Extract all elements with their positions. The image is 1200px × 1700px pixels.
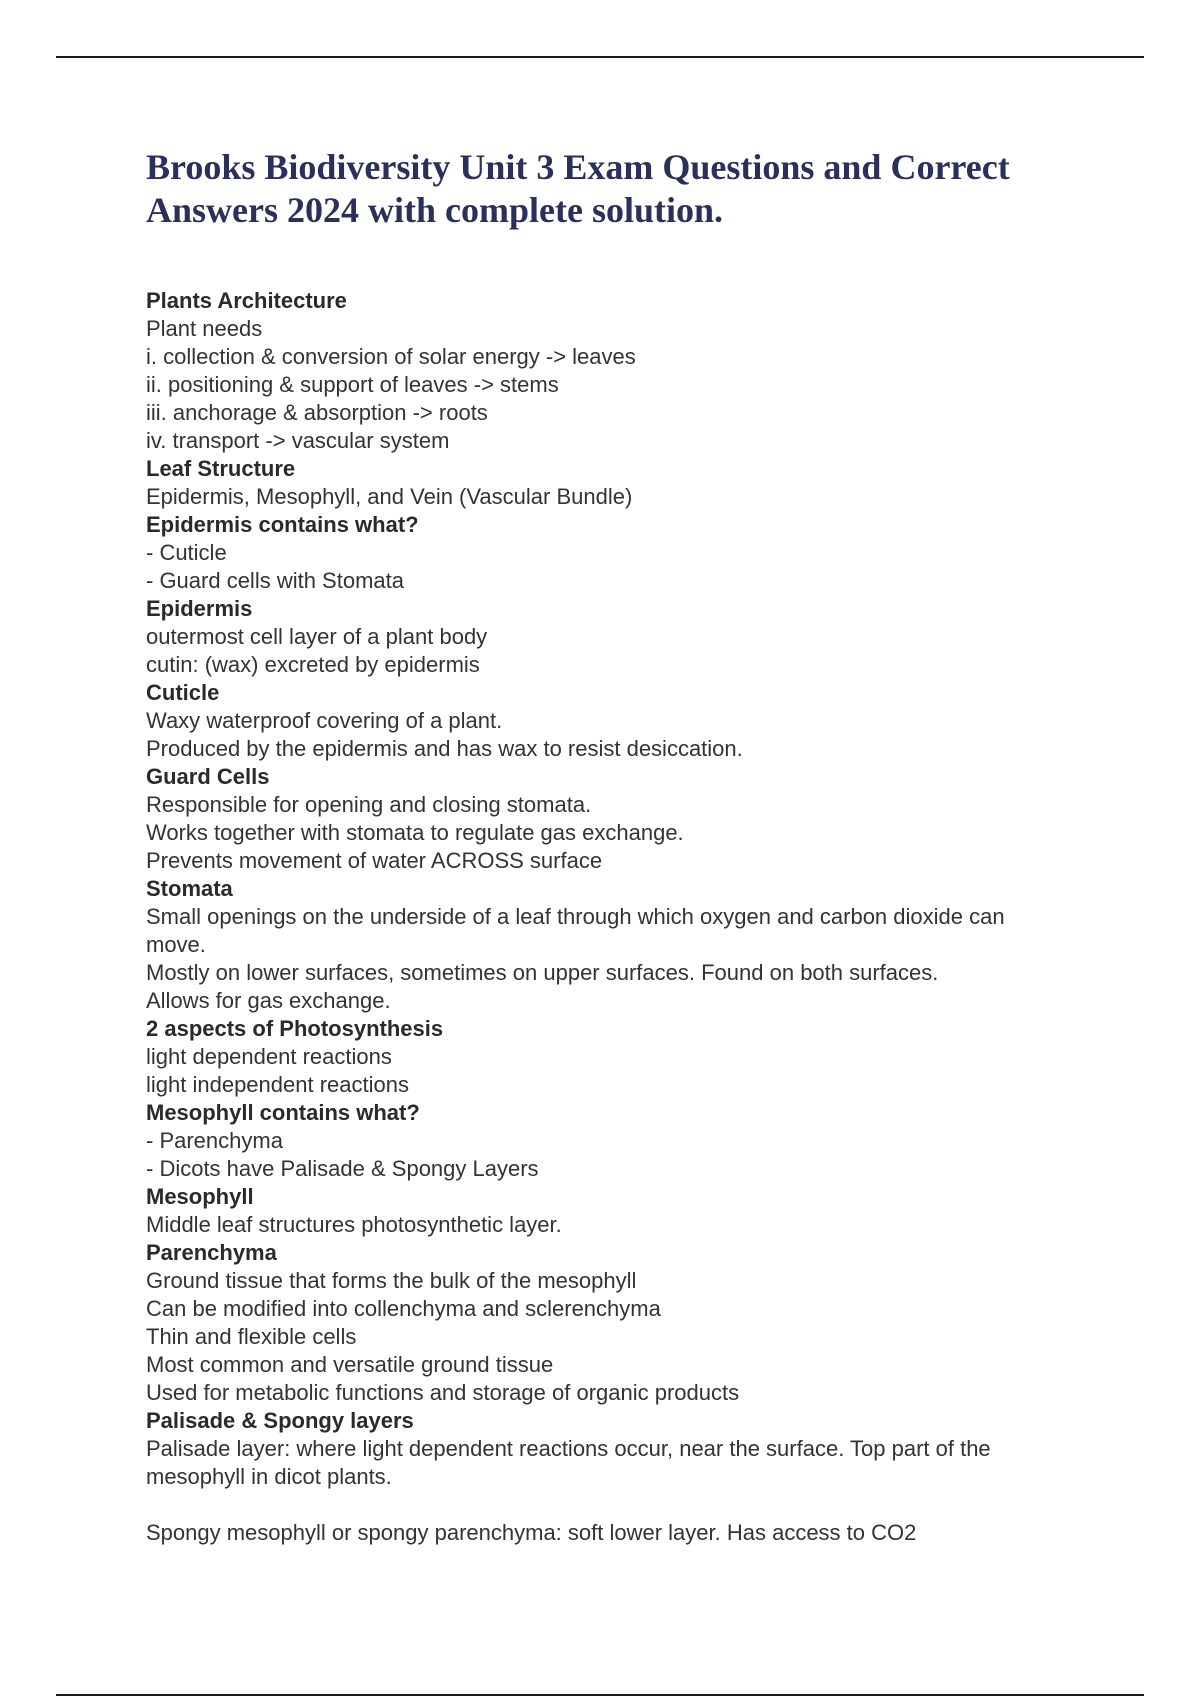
answer-text: - Cuticle - Guard cells with Stomata: [146, 540, 404, 593]
question-term: 2 aspects of Photosynthesis: [146, 1016, 444, 1041]
qa-entry-guard-cells: [146, 763, 1066, 875]
qa-entry-parenchyma: [146, 1239, 1066, 1407]
question-term: Guard Cells: [146, 764, 270, 789]
qa-entry-palisade-spongy: [146, 1407, 1066, 1547]
qa-entry-epidermis-contains: [146, 511, 1066, 595]
answer-text: Responsible for opening and closing stomata. Works together with stomata to regulate gas exchange. Prevents movement of water ACROSS surface: [146, 792, 684, 873]
qa-entry-photosynthesis-aspects: [146, 1015, 1066, 1099]
question-term: Epidermis: [146, 596, 253, 621]
qa-entry-leaf-structure: [146, 455, 1066, 511]
answer-text: Middle leaf structures photosynthetic layer.: [146, 1212, 562, 1237]
question-term: Parenchyma: [146, 1240, 277, 1265]
qa-entry-cuticle: [146, 679, 1066, 763]
answer-text: - Parenchyma - Dicots have Palisade & Spongy Layers: [146, 1128, 539, 1181]
qa-entry-stomata: [146, 875, 1066, 1015]
bottom-rule: [56, 1694, 1144, 1696]
question-term: Palisade & Spongy layers: [146, 1408, 414, 1433]
question-term: Plants Architecture: [146, 288, 347, 313]
document-title: Brooks Biodiversity Unit 3 Exam Questions and Correct Answers 2024 with complete solution.: [146, 147, 1010, 230]
qa-entry-epidermis: [146, 595, 1066, 679]
answer-text: outermost cell layer of a plant body cutin: (wax) excreted by epidermis: [146, 624, 488, 677]
question-term: Stomata: [146, 876, 233, 901]
question-term: Leaf Structure: [146, 456, 296, 481]
answer-text: Ground tissue that forms the bulk of the mesophyll Can be modified into collenchyma and sclerenchyma Thin and flexible cells Most common and versatile ground tissue Used for metabolic functions and storage of organic products: [146, 1268, 740, 1405]
question-term: Cuticle: [146, 680, 220, 705]
answer-text: Palisade layer: where light dependent reactions occur, near the surface. Top part of the mesophyll in dicot plants. Spongy mesophyll or spongy parenchyma: soft lower layer. Has access to CO2: [146, 1436, 991, 1545]
top-rule: [56, 56, 1144, 58]
answer-text: Plant needs i. collection & conversion of solar energy -> leaves ii. positioning & support of leaves -> stems iii. anchorage & absorption -> roots iv. transport -> vascular system: [146, 316, 636, 453]
qa-content: [146, 287, 1066, 1547]
answer-text: Epidermis, Mesophyll, and Vein (Vascular Bundle): [146, 484, 633, 509]
answer-text: light dependent reactions light independent reactions: [146, 1044, 409, 1097]
answer-text: Waxy waterproof covering of a plant. Produced by the epidermis and has wax to resist desiccation.: [146, 708, 743, 761]
qa-entry-mesophyll-contains: [146, 1099, 1066, 1183]
question-term: Mesophyll: [146, 1184, 254, 1209]
question-term: Epidermis contains what?: [146, 512, 419, 537]
qa-entry-plants-architecture: [146, 287, 1066, 455]
answer-text: Small openings on the underside of a leaf through which oxygen and carbon dioxide can move. Mostly on lower surfaces, sometimes on upper surfaces. Found on both surfaces. Allows for gas exchange.: [146, 904, 1005, 1013]
question-term: Mesophyll contains what?: [146, 1100, 420, 1125]
qa-entry-mesophyll: [146, 1183, 1066, 1239]
